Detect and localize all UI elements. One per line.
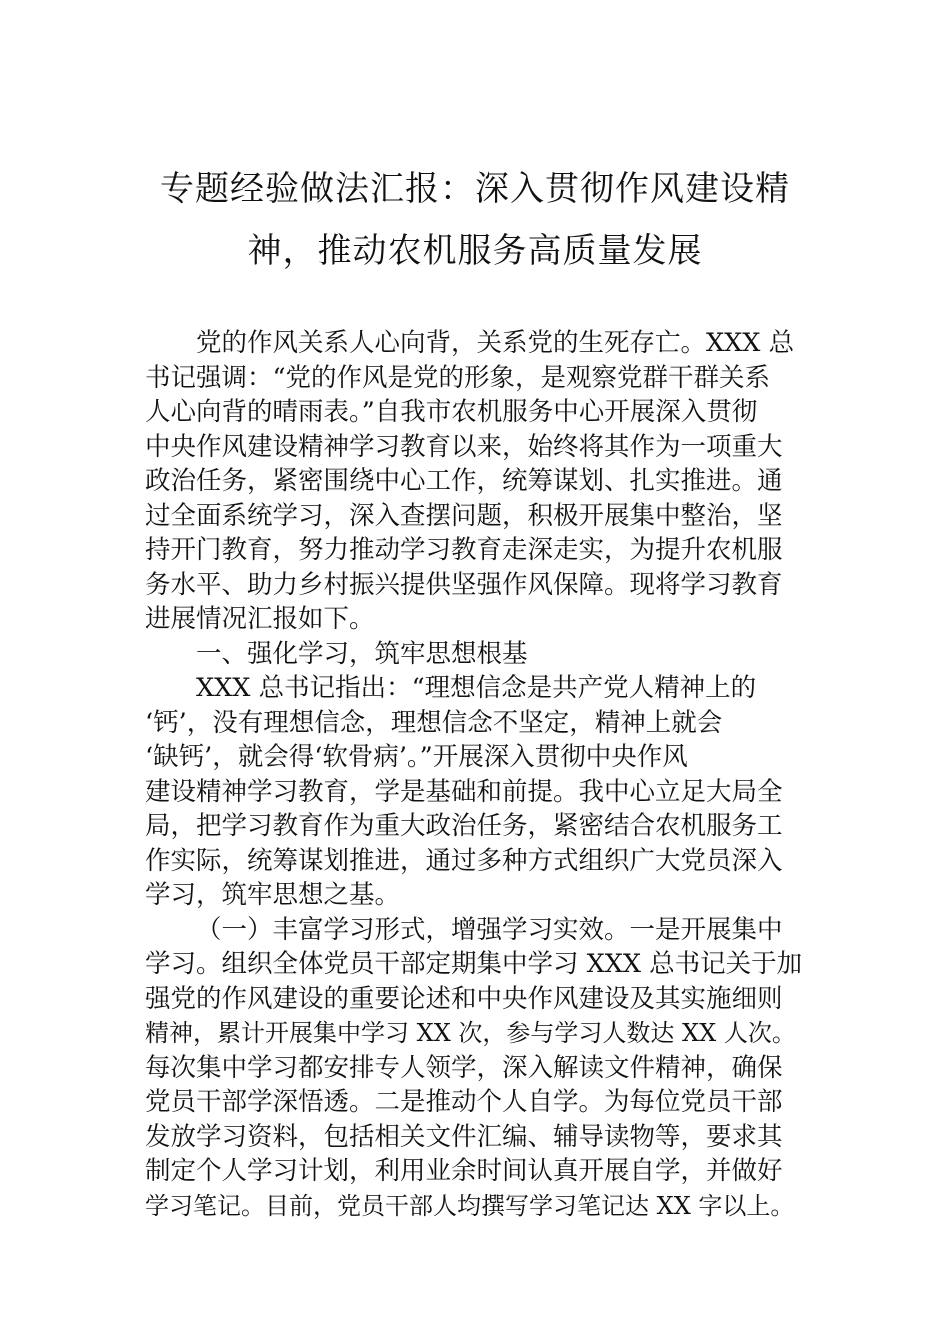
- body-text-line: 党的作风关系人心向背，关系党的生死存亡。XXX 总: [196, 328, 795, 358]
- body-text-line: 书记强调：“党的作风是党的形象，是观察党群干群关系: [145, 362, 771, 393]
- body-text-line: 强党的作风建设的重要论述和中央作风建设及其实施细则: [145, 983, 783, 1014]
- title-line: 专题经验做法汇报：深入贯彻作风建设精: [160, 169, 790, 209]
- body-text-line: 持开门教育，努力推动学习教育走深走实，为提升农机服: [145, 535, 783, 565]
- body-text-line: 学习。组织全体党员干部定期集中学习 XXX 总书记关于加: [145, 949, 803, 979]
- body-text-line: 中央作风建设精神学习教育以来，始终将其作为一项重大: [145, 431, 783, 462]
- body-text-line: XXX 总书记指出：“理想信念是共产党人精神上的: [196, 673, 757, 703]
- body-text-line: 学习笔记。目前，党员干部人均撰写学习笔记达 XX 字以上。: [145, 1191, 795, 1220]
- body-text-line: 作实际，统筹谋划推进，通过多种方式组织广大党员深入: [145, 845, 783, 876]
- body-text-line: ‘钙’，没有理想信念，理想信念不坚定，精神上就会: [145, 707, 723, 738]
- body-text-line: 党员干部学深悟透。二是推动个人自学。为每位党员干部: [145, 1087, 783, 1117]
- document-title: [145, 158, 805, 282]
- body-text-line: 务水平、助力乡村振兴提供坚强作风保障。现将学习教育: [145, 569, 783, 600]
- body-text-line: 人心向背的晴雨表。”自我市农机服务中心开展深入贯彻: [145, 397, 758, 427]
- body-text-line: ‘缺钙’，就会得‘软骨病’。”开展深入贯彻中央作风: [145, 742, 688, 772]
- body-text-line: 制定个人学习计划，利用业余时间认真开展自学，并做好: [145, 1156, 783, 1186]
- body-text-line: 过全面系统学习，深入查摆问题，积极开展集中整治，坚: [145, 500, 783, 531]
- document-body: [145, 326, 807, 1223]
- body-text-line: 每次集中学习都安排专人领学，深入解读文件精神，确保: [145, 1052, 783, 1083]
- body-text-line: 发放学习资料，包括相关文件汇编、辅导读物等，要求其: [145, 1121, 783, 1152]
- body-text-line: 政治任务，紧密围绕中心工作，统筹谋划、扎实推进。通: [145, 466, 783, 496]
- body-text-line: 学习，筑牢思想之基。: [145, 880, 401, 910]
- title-line: 神，推动农机服务高质量发展: [247, 231, 703, 271]
- body-text-line: 局，把学习教育作为重大政治任务，紧密结合农机服务工: [145, 811, 783, 841]
- body-text-line: 建设精神学习教育，学是基础和前提。我中心立足大局全: [145, 776, 783, 807]
- body-text-line: （一）丰富学习形式，增强学习实效。一是开展集中: [196, 914, 783, 945]
- body-text-line: 一、强化学习，筑牢思想根基: [196, 638, 528, 669]
- body-text-line: 精神，累计开展集中学习 XX 次，参与学习人数达 XX 人次。: [145, 1019, 796, 1047]
- body-text-line: 进展情况汇报如下。: [145, 604, 375, 634]
